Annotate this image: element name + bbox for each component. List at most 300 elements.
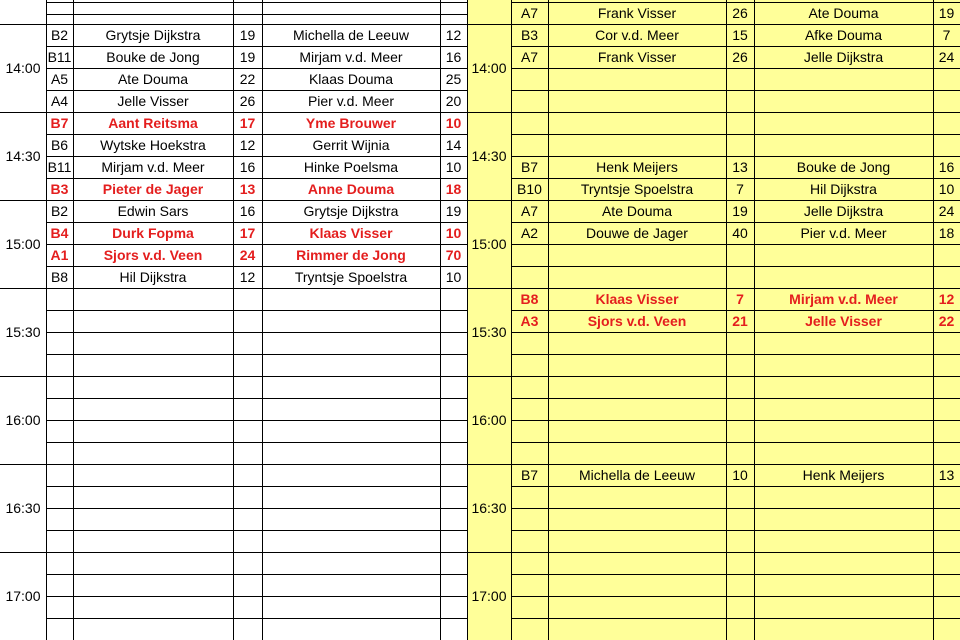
player-one-score: [726, 90, 754, 112]
player-one-name: [73, 420, 233, 442]
player-one-score: [233, 464, 262, 486]
match-code: [511, 134, 548, 156]
player-two-score: 7: [942, 27, 951, 43]
player-two-score: [440, 618, 467, 640]
player-two-score: [440, 574, 467, 596]
match-code: B2: [50, 27, 69, 43]
player-one-name: Frank Visser: [597, 49, 677, 65]
player-two-name: Hil Dijkstra: [810, 181, 877, 197]
player-one-name: [548, 596, 726, 618]
player-one-name: [73, 376, 233, 398]
player-two-score: [933, 508, 960, 530]
match-code: [511, 332, 548, 354]
player-two-name: [262, 376, 440, 398]
player-one-score: [726, 442, 754, 464]
player-two-score: [440, 530, 467, 552]
player-one-name: Mirjam v.d. Meer: [101, 159, 205, 175]
player-two-score: 24: [938, 49, 955, 65]
match-code: [46, 310, 73, 332]
player-two-score: [440, 442, 467, 464]
player-one-score: [233, 442, 262, 464]
player-two-name: [754, 574, 933, 596]
player-two-name: Tryntsje Spoelstra: [294, 269, 408, 285]
player-two-name: [262, 354, 440, 376]
player-one-score: 16: [239, 159, 256, 175]
player-two-score: [440, 398, 467, 420]
player-one-score: [726, 112, 754, 134]
player-one-score: [233, 288, 262, 310]
match-code: [46, 442, 73, 464]
player-two-score: [440, 552, 467, 574]
player-two-name: [754, 266, 933, 288]
player-one-name: Frank Visser: [597, 5, 677, 21]
player-one-score: 7: [736, 291, 744, 307]
player-two-score: [933, 596, 960, 618]
player-one-score: [233, 354, 262, 376]
time-slot-label: [0, 2, 46, 22]
player-one-name: [73, 2, 233, 24]
player-two-name: [754, 508, 933, 530]
player-one-score: 10: [732, 467, 748, 483]
player-two-score: 24: [938, 203, 955, 219]
player-two-score: 10: [445, 115, 462, 131]
player-one-score: 26: [732, 5, 748, 21]
player-one-score: 26: [732, 49, 748, 65]
player-one-score: [726, 266, 754, 288]
player-two-score: [440, 332, 467, 354]
player-two-score: [933, 68, 960, 90]
player-one-score: 12: [239, 137, 256, 153]
match-code: [46, 530, 73, 552]
player-two-name: [754, 618, 933, 640]
player-one-name: [73, 530, 233, 552]
player-two-name: Rimmer de Jong: [296, 247, 406, 263]
player-two-score: [933, 618, 960, 640]
player-two-score: [440, 486, 467, 508]
player-two-name: [754, 596, 933, 618]
player-one-name: [548, 398, 726, 420]
match-code: [46, 332, 73, 354]
player-one-score: 19: [239, 49, 256, 65]
player-one-name: [73, 552, 233, 574]
player-one-score: [233, 596, 262, 618]
player-one-name: [548, 552, 726, 574]
player-one-name: [548, 90, 726, 112]
time-slot-label: 15:00: [5, 236, 41, 252]
player-one-score: 15: [732, 27, 748, 43]
player-one-score: 24: [239, 247, 256, 263]
grid-column-line: [467, 0, 468, 640]
player-two-score: 25: [445, 71, 462, 87]
match-code: [511, 266, 548, 288]
time-slot-label: 17:00: [5, 588, 41, 604]
player-two-name: [262, 552, 440, 574]
player-one-score: [726, 574, 754, 596]
player-two-name: Bouke de Jong: [796, 159, 891, 175]
match-code: [511, 508, 548, 530]
match-code: [511, 112, 548, 134]
player-two-score: 16: [445, 49, 462, 65]
player-one-name: Tryntsje Spoelstra: [580, 181, 694, 197]
match-code: [46, 398, 73, 420]
player-one-name: Douwe de Jager: [586, 225, 688, 241]
player-two-score: [933, 266, 960, 288]
player-two-score: 19: [938, 5, 955, 21]
player-two-score: 19: [445, 203, 462, 219]
player-one-score: [233, 486, 262, 508]
player-two-name: Pier v.d. Meer: [307, 93, 395, 109]
player-two-score: [440, 508, 467, 530]
time-slot-label: 14:30: [471, 148, 507, 164]
time-slot-label: 16:30: [5, 500, 41, 516]
match-code: B11: [47, 159, 72, 175]
player-one-score: 22: [239, 71, 256, 87]
match-code: [46, 288, 73, 310]
player-two-name: [262, 574, 440, 596]
player-two-name: Jelle Dijkstra: [803, 203, 884, 219]
player-two-name: Grytsje Dijkstra: [303, 203, 399, 219]
player-two-score: [933, 134, 960, 156]
player-two-name: [754, 134, 933, 156]
player-two-score: 13: [938, 467, 955, 483]
player-one-name: [548, 420, 726, 442]
player-two-score: 16: [938, 159, 955, 175]
player-two-name: Michella de Leeuw: [293, 27, 409, 43]
player-two-name: [754, 442, 933, 464]
player-one-score: [233, 530, 262, 552]
player-one-score: 19: [732, 203, 748, 219]
player-two-score: [933, 354, 960, 376]
match-code: [46, 618, 73, 640]
player-two-name: Klaas Douma: [308, 71, 394, 87]
player-one-name: [73, 596, 233, 618]
player-two-name: [754, 68, 933, 90]
player-two-score: 18: [445, 181, 462, 197]
player-two-name: [262, 420, 440, 442]
player-one-name: Edwin Sars: [117, 203, 189, 219]
player-two-score: [933, 332, 960, 354]
match-code: B4: [50, 225, 69, 241]
player-two-name: [262, 398, 440, 420]
time-slot-label: 15:30: [5, 324, 41, 340]
player-one-name: Ate Douma: [117, 71, 189, 87]
grid-column-line: [511, 0, 512, 640]
match-code: [511, 376, 548, 398]
player-two-score: 18: [938, 225, 955, 241]
player-two-score: [933, 486, 960, 508]
player-two-name: Ate Douma: [808, 5, 879, 21]
player-two-score: 10: [938, 181, 955, 197]
time-slot-label: 16:00: [471, 412, 507, 428]
time-slot-label: 15:30: [471, 324, 507, 340]
player-one-name: Henk Meijers: [596, 159, 678, 175]
player-one-score: [726, 398, 754, 420]
player-two-score: [440, 420, 467, 442]
match-code: [511, 552, 548, 574]
player-one-name: [548, 354, 726, 376]
time-slot-label: 15:00: [471, 236, 507, 252]
player-one-name: [73, 332, 233, 354]
player-two-name: Jelle Dijkstra: [803, 49, 884, 65]
player-two-name: [262, 486, 440, 508]
player-two-name: Klaas Visser: [309, 225, 393, 241]
player-one-score: [726, 376, 754, 398]
player-one-score: 17: [239, 115, 256, 131]
player-one-name: [548, 68, 726, 90]
player-one-score: [726, 596, 754, 618]
match-code: [511, 574, 548, 596]
player-two-score: [933, 552, 960, 574]
match-code: [46, 508, 73, 530]
player-two-name: Anne Douma: [307, 181, 395, 197]
player-two-score: 14: [445, 137, 462, 153]
player-one-name: [548, 442, 726, 464]
match-code: [511, 398, 548, 420]
player-one-score: [233, 376, 262, 398]
player-one-name: Sjors v.d. Veen: [587, 313, 687, 329]
player-one-name: [73, 354, 233, 376]
player-two-name: [754, 420, 933, 442]
player-two-score: 12: [938, 291, 955, 307]
player-two-score: [933, 442, 960, 464]
match-code: [46, 574, 73, 596]
player-one-score: [726, 134, 754, 156]
player-two-score: [933, 90, 960, 112]
player-two-name: [262, 442, 440, 464]
player-two-score: [440, 310, 467, 332]
player-one-score: 26: [239, 93, 256, 109]
match-code: B8: [50, 269, 69, 285]
player-one-name: [73, 574, 233, 596]
player-one-name: [548, 376, 726, 398]
player-one-name: Klaas Visser: [595, 291, 679, 307]
match-code: [511, 244, 548, 266]
player-one-name: Wytske Hoekstra: [100, 137, 206, 153]
match-code: B7: [520, 159, 539, 175]
player-one-score: [233, 310, 262, 332]
player-two-name: [262, 618, 440, 640]
player-one-name: [548, 574, 726, 596]
player-two-name: Mirjam v.d. Meer: [789, 291, 898, 307]
player-two-score: [933, 420, 960, 442]
match-code: B2: [50, 203, 69, 219]
player-one-name: [548, 332, 726, 354]
player-two-name: [754, 354, 933, 376]
player-one-name: Hil Dijkstra: [119, 269, 187, 285]
player-one-name: [548, 266, 726, 288]
player-one-name: [548, 112, 726, 134]
player-two-name: [262, 464, 440, 486]
player-one-name: [73, 464, 233, 486]
time-slot-label: 16:30: [471, 500, 507, 516]
player-one-name: Bouke de Jong: [106, 49, 200, 65]
match-code: [46, 376, 73, 398]
player-one-score: 19: [239, 27, 256, 43]
player-one-score: [233, 552, 262, 574]
player-two-name: Pier v.d. Meer: [800, 225, 887, 241]
match-code: [511, 530, 548, 552]
match-code: [511, 354, 548, 376]
player-two-name: [754, 530, 933, 552]
player-one-score: [233, 398, 262, 420]
match-code: A7: [520, 49, 539, 65]
player-one-score: [233, 420, 262, 442]
player-one-name: [73, 618, 233, 640]
player-one-score: [726, 552, 754, 574]
player-one-name: Cor v.d. Meer: [595, 27, 679, 43]
player-two-name: Afke Douma: [804, 27, 883, 43]
player-two-score: [440, 288, 467, 310]
match-code: [46, 2, 73, 24]
player-one-name: [73, 486, 233, 508]
player-one-score: [726, 354, 754, 376]
player-two-name: Gerrit Wijnia: [312, 137, 390, 153]
player-one-name: [73, 442, 233, 464]
match-code: B6: [50, 137, 69, 153]
player-two-score: [440, 464, 467, 486]
player-two-score: 10: [445, 269, 462, 285]
player-two-name: [262, 332, 440, 354]
player-two-name: [262, 508, 440, 530]
player-two-score: 20: [445, 93, 462, 109]
time-slot-label: [467, 2, 511, 22]
match-code: [46, 486, 73, 508]
match-code: [511, 486, 548, 508]
match-code: [46, 552, 73, 574]
player-two-name: [754, 398, 933, 420]
grid-row-line: [511, 2, 960, 3]
player-one-score: [726, 618, 754, 640]
player-one-name: [548, 508, 726, 530]
player-one-name: [73, 508, 233, 530]
grid-row-line: [46, 14, 467, 15]
player-two-name: Jelle Visser: [805, 313, 882, 329]
time-slot-label: 14:00: [5, 60, 41, 76]
match-code: [511, 420, 548, 442]
match-code: [46, 354, 73, 376]
player-two-score: [440, 376, 467, 398]
player-two-name: [262, 2, 440, 24]
player-two-name: [754, 552, 933, 574]
player-two-name: Henk Meijers: [802, 467, 885, 483]
player-one-score: [726, 68, 754, 90]
player-one-name: Durk Fopma: [112, 225, 194, 241]
player-two-score: 12: [445, 27, 462, 43]
player-one-name: Aant Reitsma: [108, 115, 198, 131]
match-code: [511, 68, 548, 90]
match-code: A3: [520, 313, 539, 329]
time-slot-label: 14:00: [471, 60, 507, 76]
match-code: B10: [517, 181, 542, 197]
time-slot-label: 14:30: [5, 148, 41, 164]
player-one-name: [548, 618, 726, 640]
player-two-name: [262, 288, 440, 310]
player-one-score: 13: [239, 181, 256, 197]
match-code: A4: [50, 93, 69, 109]
player-one-score: [233, 508, 262, 530]
match-code: A2: [520, 225, 539, 241]
match-code: B3: [520, 27, 539, 43]
match-code: [511, 90, 548, 112]
player-two-score: [933, 112, 960, 134]
player-two-score: [933, 244, 960, 266]
player-two-name: [754, 112, 933, 134]
player-two-score: [933, 574, 960, 596]
player-one-score: 17: [239, 225, 256, 241]
player-one-name: [548, 244, 726, 266]
player-one-name: Pieter de Jager: [102, 181, 204, 197]
player-two-name: [262, 310, 440, 332]
player-one-score: 40: [732, 225, 748, 241]
player-two-score: 10: [445, 225, 462, 241]
match-code: A7: [520, 5, 539, 21]
player-two-name: [754, 376, 933, 398]
player-two-name: [754, 486, 933, 508]
player-one-score: [726, 486, 754, 508]
player-one-score: [726, 530, 754, 552]
time-slot-label: 16:00: [5, 412, 41, 428]
player-one-name: Ate Douma: [601, 203, 673, 219]
player-one-name: [548, 486, 726, 508]
match-code: B7: [520, 467, 539, 483]
player-two-score: 22: [938, 313, 955, 329]
player-one-name: [548, 134, 726, 156]
player-one-name: [73, 398, 233, 420]
player-one-score: 16: [239, 203, 256, 219]
match-code: B3: [50, 181, 69, 197]
player-two-score: [440, 596, 467, 618]
player-one-score: [233, 332, 262, 354]
player-one-name: Sjors v.d. Veen: [103, 247, 203, 263]
player-one-score: [726, 332, 754, 354]
player-two-name: [754, 332, 933, 354]
player-one-name: [73, 310, 233, 332]
player-one-name: Jelle Visser: [117, 93, 189, 109]
player-one-name: Grytsje Dijkstra: [105, 27, 201, 43]
match-code: [511, 442, 548, 464]
player-two-name: [754, 90, 933, 112]
player-one-name: [73, 288, 233, 310]
player-two-name: Yme Brouwer: [305, 115, 397, 131]
player-one-score: [726, 244, 754, 266]
player-one-score: 12: [239, 269, 256, 285]
match-code: [511, 618, 548, 640]
player-two-score: 10: [445, 159, 462, 175]
player-one-score: 13: [732, 159, 748, 175]
player-one-score: [726, 420, 754, 442]
match-code: B11: [47, 49, 72, 65]
player-one-score: 7: [736, 181, 744, 197]
player-one-score: 21: [732, 313, 748, 329]
match-code: B8: [520, 291, 539, 307]
match-code: B7: [50, 115, 69, 131]
player-two-score: [440, 354, 467, 376]
player-two-name: Mirjam v.d. Meer: [299, 49, 403, 65]
player-two-name: Hinke Poelsma: [303, 159, 399, 175]
player-two-name: [262, 596, 440, 618]
match-code: [46, 420, 73, 442]
player-two-score: 70: [445, 247, 462, 263]
match-code: A5: [50, 71, 69, 87]
match-code: A7: [520, 203, 539, 219]
player-one-score: [233, 574, 262, 596]
match-code: [46, 464, 73, 486]
match-code: [46, 596, 73, 618]
player-two-score: [933, 376, 960, 398]
player-two-score: [933, 398, 960, 420]
player-one-score: [233, 2, 262, 24]
player-two-score: [440, 2, 467, 24]
